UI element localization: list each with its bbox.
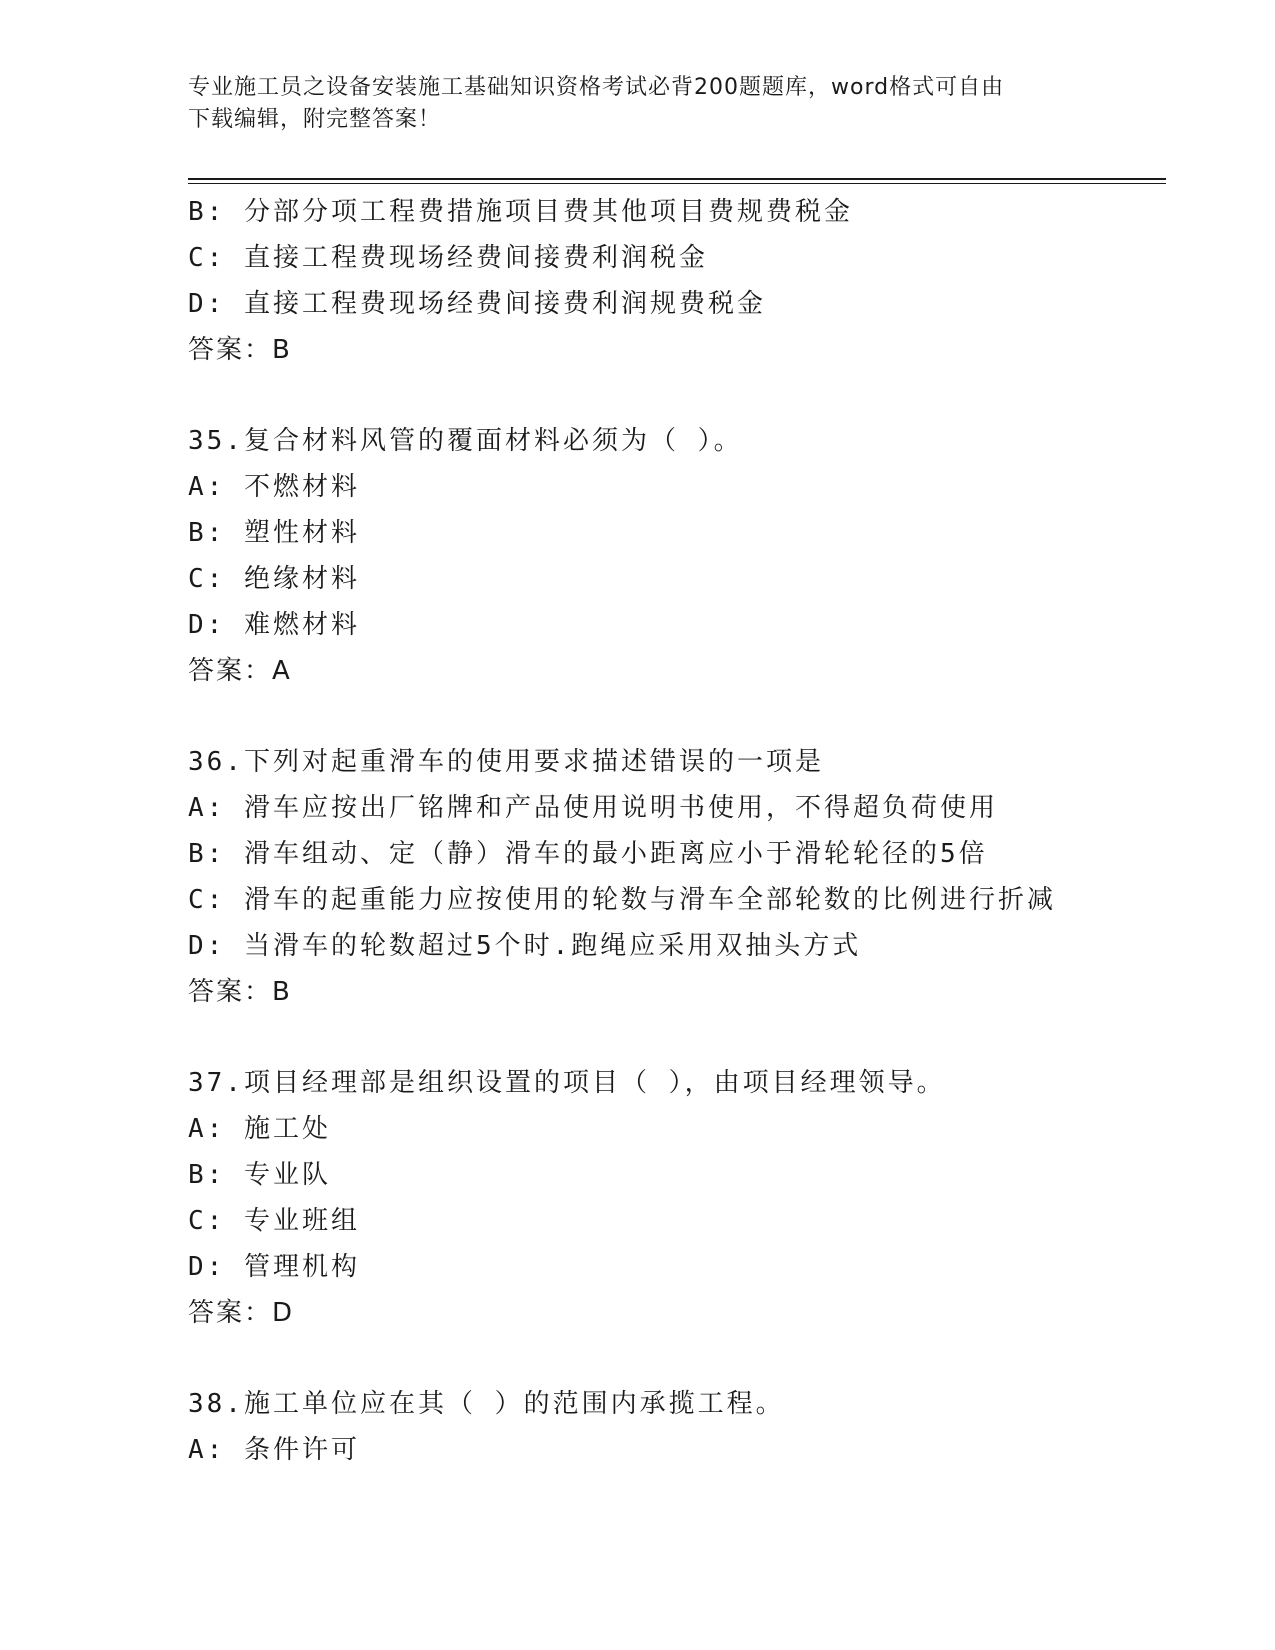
option-b: B: 塑性材料	[188, 518, 360, 548]
question-35	[188, 418, 1148, 694]
header-divider-thin	[188, 183, 1166, 184]
option-b: B: 分部分项工程费措施项目费其他项目费规费税金	[188, 197, 853, 227]
option-d: D: 直接工程费现场经费间接费利润规费税金	[188, 289, 766, 319]
question-34	[188, 189, 1148, 373]
question-37	[188, 1060, 1148, 1336]
question-36	[188, 739, 1148, 1015]
option-c: C: 专业班组	[188, 1206, 360, 1236]
option-a: A: 条件许可	[188, 1435, 360, 1465]
header-title-line1: 专业施工员之设备安装施工基础知识资格考试必背200题题库，word格式可自由	[188, 75, 1005, 100]
header-title-line2: 下载编辑，附完整答案！	[188, 107, 442, 132]
spacer	[188, 1015, 1148, 1060]
question-text: 37.项目经理部是组织设置的项目（ ），由项目经理领导。	[188, 1068, 946, 1098]
option-b: B: 专业队	[188, 1160, 331, 1190]
spacer	[188, 373, 1148, 418]
question-text: 38.施工单位应在其（ ）的范围内承揽工程。	[188, 1389, 785, 1419]
option-d: D: 难燃材料	[188, 610, 360, 640]
answer-label: 答案：B	[188, 335, 292, 365]
answer-label: 答案：D	[188, 1298, 295, 1328]
answer-label: 答案：B	[188, 977, 292, 1007]
option-c: C: 直接工程费现场经费间接费利润税金	[188, 243, 708, 273]
question-text: 36.下列对起重滑车的使用要求描述错误的一项是	[188, 747, 824, 777]
option-a: A: 滑车应按出厂铭牌和产品使用说明书使用，不得超负荷使用	[188, 793, 998, 823]
question-38	[188, 1381, 1148, 1473]
option-d: D: 管理机构	[188, 1252, 360, 1282]
option-b: B: 滑车组动、定（静）滑车的最小距离应小于滑轮轮径的5倍	[188, 839, 988, 869]
question-text: 35.复合材料风管的覆面材料必须为（ ）。	[188, 426, 743, 456]
document-header	[188, 72, 1088, 136]
option-d: D: 当滑车的轮数超过5个时.跑绳应采用双抽头方式	[188, 931, 862, 961]
option-c: C: 绝缘材料	[188, 564, 360, 594]
question-list	[188, 189, 1148, 1473]
option-c: C: 滑车的起重能力应按使用的轮数与滑车全部轮数的比例进行折减	[188, 885, 1056, 915]
answer-label: 答案：A	[188, 656, 292, 686]
spacer	[188, 1336, 1148, 1381]
spacer	[188, 694, 1148, 739]
option-a: A: 施工处	[188, 1114, 331, 1144]
header-divider	[188, 178, 1166, 180]
option-a: A: 不燃材料	[188, 472, 360, 502]
